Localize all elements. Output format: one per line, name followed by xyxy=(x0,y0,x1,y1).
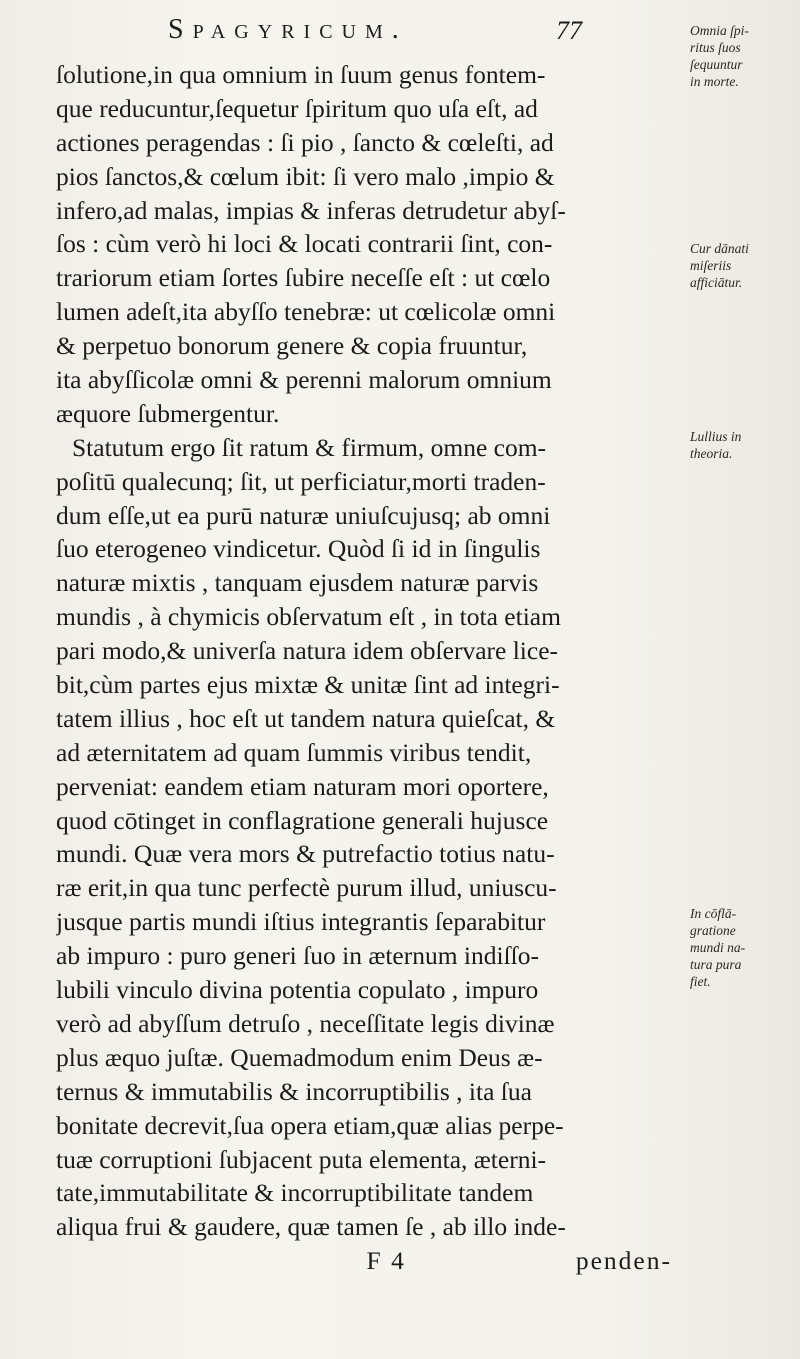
text-line: ternus & immutabilis & incorruptibilis , ita ſua xyxy=(56,1076,532,1106)
margin-note-line: theoria. xyxy=(690,446,733,461)
text-line: trariorum etiam ſortes ſubire neceſſe eſt : ut cœlo xyxy=(56,263,551,293)
text-line: ſolutione,in qua omnium in ſuum genus fontem- xyxy=(56,60,546,89)
margin-note xyxy=(690,240,794,291)
margin-note-line: Cur dānati xyxy=(690,241,749,256)
main-text-column xyxy=(56,58,684,1278)
text-line: lumen adeſt,ita abyſſo tenebræ: ut cœlicolæ omni xyxy=(56,297,556,327)
text-line: ſos : cùm verò hi loci & locati contrarii ſint, con- xyxy=(56,229,553,259)
text-line: bonitate decrevit,ſua opera etiam,quæ alias perpe- xyxy=(56,1110,564,1140)
text-line: & perpetuo bonorum genere & copia fruuntur, xyxy=(56,331,528,361)
text-line: que reducuntur,ſequetur ſpiritum quo uſa eſt, ad xyxy=(56,93,538,123)
text-line: mundi. Quæ vera mors & putrefactio totius natu- xyxy=(56,839,555,869)
signature-mark: F 4 xyxy=(366,1246,406,1276)
page-header xyxy=(168,14,728,54)
text-line: infero,ad malas, impias & inferas detrudetur abyſ- xyxy=(56,195,566,225)
page-number: 77 xyxy=(556,16,582,45)
text-line: tatem illius , hoc eſt ut tandem natura quieſcat, & xyxy=(56,703,556,733)
text-line: quod cōtinget in conflagratione generali hujusce xyxy=(56,805,549,835)
text-line: poſitū qualecunq; ſit, ut perficiatur,morti traden- xyxy=(56,466,546,496)
text-line: aliqua frui & gaudere, quæ tamen ſe , ab illo inde- xyxy=(56,1212,566,1242)
margin-note-line: mundi na- xyxy=(690,940,746,955)
text-line: pios ſanctos,& cœlum ibit: ſi vero malo ,impio & xyxy=(56,161,555,191)
margin-note-line: Lullius in xyxy=(690,429,742,444)
margin-note-line: ſequuntur xyxy=(690,57,743,72)
margin-note xyxy=(690,905,794,990)
catchword: penden- xyxy=(575,1246,672,1276)
margin-note-line: gratione xyxy=(690,923,736,938)
text-line: perveniat: eandem etiam naturam mori oportere, xyxy=(56,771,549,801)
margin-note-line: ritus ſuos xyxy=(690,40,741,55)
margin-note-line: Omnia ſpi- xyxy=(690,23,749,38)
margin-note xyxy=(690,428,794,462)
margin-note-line: In cōflā- xyxy=(690,906,737,921)
margin-note xyxy=(690,22,794,90)
margin-note-line: tura pura xyxy=(690,957,742,972)
text-line: æquore ſubmergentur. xyxy=(56,398,280,428)
text-line: bit,cùm partes ejus mixtæ & unitæ ſint ad integri- xyxy=(56,670,560,700)
running-head: Spagyricum. xyxy=(168,14,408,45)
page-footer xyxy=(56,1244,684,1278)
text-line: ab impuro : puro generi ſuo in æternum indiſſo- xyxy=(56,941,540,971)
text-line: pari modo,& univerſa natura idem obſervare lice- xyxy=(56,636,559,666)
text-line: naturæ mixtis , tanquam ejusdem naturæ parvis xyxy=(56,568,539,598)
margin-note-line: in morte. xyxy=(690,74,739,89)
text-line: verò ad abyſſum detruſo , neceſſitate legis divinæ xyxy=(56,1008,555,1038)
margin-note-line: afficiātur. xyxy=(690,275,743,290)
text-line: ad æternitatem ad quam ſummis viribus tendit, xyxy=(56,737,532,767)
paragraph-start-line: Statutum ergo ſit ratum & firmum, omne com- xyxy=(72,432,547,462)
text-line: plus æquo juſtæ. Quemadmodum enim Deus æ- xyxy=(56,1042,543,1072)
text-line: jusque partis mundi iſtius integrantis ſeparabitur xyxy=(56,907,546,937)
margin-note-line: fiet. xyxy=(690,974,711,989)
text-line: tate,immutabilitate & incorruptibilitate tandem xyxy=(56,1178,534,1208)
text-line: actiones peragendas : ſi pio , ſancto & cœleſti, ad xyxy=(56,127,554,157)
margin-note-line: miſeriis xyxy=(690,258,732,273)
text-line: ita abyſſicolæ omni & perenni malorum omnium xyxy=(56,365,552,395)
text-line: ſuo eterogeneo vindicetur. Quòd ſi id in ſingulis xyxy=(56,534,541,564)
text-line: ræ erit,in qua tunc perfectè purum illud, uniuscu- xyxy=(56,873,557,903)
text-line: dum eſſe,ut ea purū naturæ uniuſcujusq; ab omni xyxy=(56,500,551,530)
text-line: tuæ corruptioni ſubjacent puta elementa, æterni- xyxy=(56,1144,547,1174)
text-line: mundis , à chymicis obſervatum eſt , in tota etiam xyxy=(56,602,561,632)
text-line: lubili vinculo divina potentia copulato , impuro xyxy=(56,975,539,1005)
